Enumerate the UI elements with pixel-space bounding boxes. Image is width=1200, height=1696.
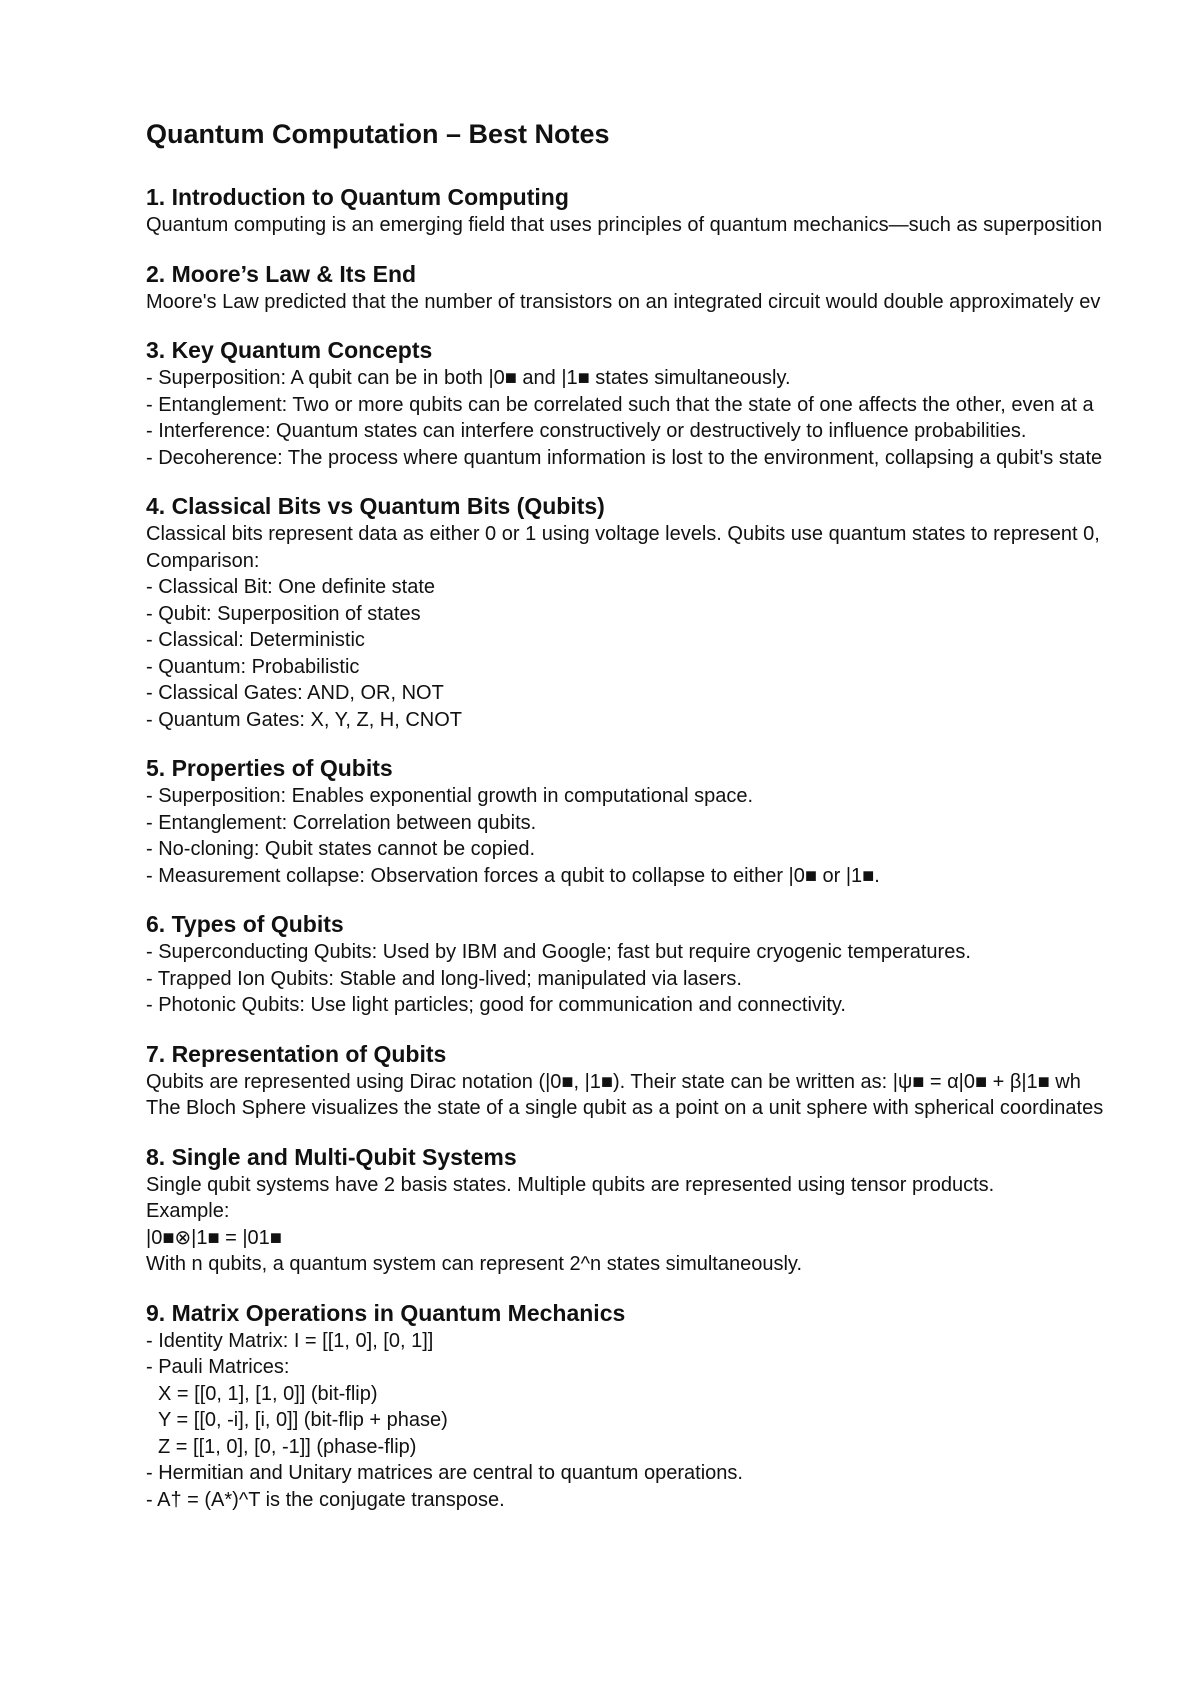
section-heading: 6. Types of Qubits — [146, 911, 344, 937]
list-item: - Hermitian and Unitary matrices are central to quantum operations. — [146, 1462, 743, 1484]
section-matrix-operations — [146, 1298, 1200, 1514]
paragraph-line: With n qubits, a quantum system can represent 2^n states simultaneously. — [146, 1253, 802, 1275]
list-item: - A† = (A*)^T is the conjugate transpose. — [146, 1488, 505, 1511]
list-item: - Photonic Qubits: Use light particles; good for communication and connectivity. — [146, 994, 846, 1016]
paragraph-line: Classical bits represent data as either 0 or 1 using voltage levels. Qubits use quantum states to represent 0, — [146, 523, 1100, 545]
paragraph-line: Quantum computing is an emerging field that uses principles of quantum mechanics—such as superposition — [146, 214, 1103, 236]
list-item: - Decoherence: The process where quantum information is lost to the environment, collapsing a qubit's state — [146, 446, 1103, 469]
list-item: - Identity Matrix: I = [[1, 0], [0, 1]] — [146, 1329, 434, 1352]
list-item: - Classical: Deterministic — [146, 629, 365, 651]
list-item: - Entanglement: Two or more qubits can be correlated such that the state of one affects the other, even at a — [146, 393, 1094, 416]
document-title: Quantum Computation – Best Notes — [146, 119, 610, 149]
list-item: - Measurement collapse: Observation forces a qubit to collapse to either |0■ or |1■. — [146, 864, 880, 887]
section-properties — [146, 753, 1200, 889]
section-heading: 7. Representation of Qubits — [146, 1040, 447, 1067]
formula-line: Z = [[1, 0], [0, -1]] (phase-flip) — [158, 1435, 417, 1458]
list-item: - Trapped Ion Qubits: Stable and long-lived; manipulated via lasers. — [146, 967, 742, 990]
section-heading: 5. Properties of Qubits — [146, 755, 393, 781]
formula-line: |0■⊗|1■ = |01■ — [146, 1226, 282, 1249]
list-item: - Classical Bit: One definite state — [146, 576, 436, 598]
paragraph-line: Single qubit systems have 2 basis states. Multiple qubits are represented using tensor products. — [146, 1173, 995, 1196]
section-types — [146, 909, 1200, 1019]
document-page — [146, 118, 1200, 1533]
section-heading: 1. Introduction to Quantum Computing — [146, 184, 569, 210]
list-item: - Classical Gates: AND, OR, NOT — [146, 682, 444, 704]
section-heading: 4. Classical Bits vs Quantum Bits (Qubits) — [146, 493, 605, 519]
list-item: - Pauli Matrices: — [146, 1356, 290, 1378]
list-item: - No-cloning: Qubit states cannot be copied. — [146, 838, 536, 860]
formula-line: X = [[0, 1], [1, 0]] (bit-flip) — [158, 1382, 378, 1405]
section-moores-law — [146, 259, 1200, 316]
list-item: - Qubit: Superposition of states — [146, 602, 421, 625]
list-item: - Quantum: Probabilistic — [146, 655, 360, 678]
section-heading: 9. Matrix Operations in Quantum Mechanics — [146, 1299, 626, 1326]
section-representation — [146, 1039, 1200, 1122]
paragraph-line: Comparison: — [146, 549, 260, 572]
list-item: - Quantum Gates: X, Y, Z, H, CNOT — [146, 708, 463, 731]
list-item: - Superconducting Qubits: Used by IBM and Google; fast but require cryogenic temperatures. — [146, 941, 971, 963]
section-heading: 2. Moore’s Law & Its End — [146, 260, 417, 287]
paragraph-line: Qubits are represented using Dirac notation (|0■, |1■). Their state can be written as: |ψ■ = α|0■ + β|1■ wh — [146, 1070, 1081, 1093]
list-item: - Entanglement: Correlation between qubits. — [146, 811, 537, 834]
section-heading: 3. Key Quantum Concepts — [146, 337, 433, 363]
list-item: - Interference: Quantum states can interfere constructively or destructively to influence probabilities. — [146, 420, 1027, 442]
formula-line: Y = [[0, -i], [i, 0]] (bit-flip + phase) — [158, 1409, 448, 1431]
list-item: - Superposition: A qubit can be in both |0■ and |1■ states simultaneously. — [146, 367, 791, 389]
paragraph-line: Moore's Law predicted that the number of transistors on an integrated circuit would double approximately ev — [146, 290, 1101, 313]
list-item: - Superposition: Enables exponential growth in computational space. — [146, 785, 754, 807]
section-key-concepts — [146, 335, 1200, 471]
paragraph-line: Example: — [146, 1200, 230, 1222]
section-multi-qubit — [146, 1142, 1200, 1278]
section-heading: 8. Single and Multi-Qubit Systems — [146, 1143, 517, 1170]
section-bits-vs-qubits — [146, 491, 1200, 733]
paragraph-line: The Bloch Sphere visualizes the state of a single qubit as a point on a unit sphere with spherical coordinates — [146, 1097, 1104, 1119]
section-introduction — [146, 182, 1200, 239]
